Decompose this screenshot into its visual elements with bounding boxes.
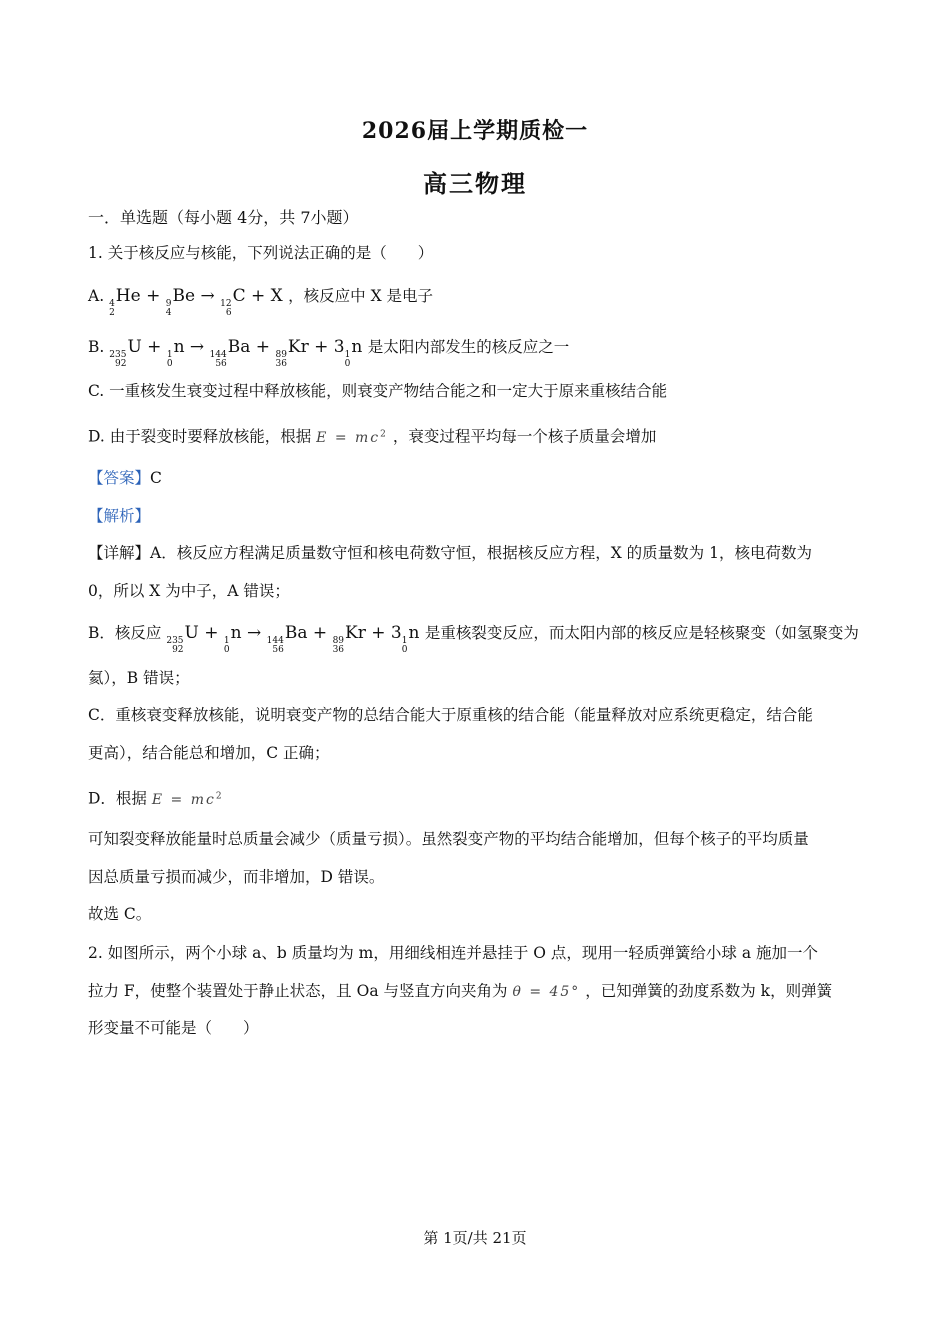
q1-option-d (88, 423, 880, 449)
detail-line-7: D．根据 $E = mc^2$ (88, 789, 224, 808)
q1-option-d-text-2: ，衰变过程平均每一个核子质量会增加 (392, 427, 657, 446)
q1-option-a-label: A. (88, 287, 110, 305)
q2-line-3: 形变量不可能是（ ） (88, 1019, 259, 1037)
q1-option-b (88, 336, 880, 369)
q1-option-d-text-1: D. 由于裂变时要释放核能，根据 (88, 427, 312, 446)
detail-d-equation: $E = mc^2$ (151, 791, 224, 808)
detail-line-8: 可知裂变释放能量时总质量会减少（质量亏损）。虽然裂变产物的平均结合能增加，但每个核子的平均质量 (88, 830, 809, 848)
q1-option-b-label: B. (88, 338, 110, 356)
answer-tag: 【答案】 (88, 469, 151, 487)
document-subtitle: 高三物理 (423, 169, 527, 198)
q1-option-b-equation: 235 92 U + 1 0 n → 144 56 Ba + 89 36 Kr + 3 1 0 n (109, 337, 363, 369)
page-footer: 第 1页/共 21页 (423, 1229, 527, 1247)
q1-option-a (88, 285, 880, 318)
q1-option-b-text: 是太阳内部发生的核反应之一 (367, 338, 570, 356)
q1-conclusion: 故选 C。 (88, 905, 152, 923)
analysis-tag: 【解析】 (88, 507, 151, 525)
q1-answer (88, 467, 880, 489)
answer-value: C (150, 469, 162, 487)
detail-line-5: C．重核衰变释放核能，说明衰变产物的总结合能大于原重核的结合能（能量释放对应系统更稳定，结合能 (88, 706, 813, 724)
section-heading: 一．单选题（每小题 4分，共 7小题） (88, 208, 359, 227)
document-title: 2026届上学期质检一 (361, 118, 589, 144)
q1-option-a-equation: 4 2 He + 9 4 Be → 12 6 C + X (109, 286, 289, 318)
detail-line-3: B．核反应 235 92 U + 1 0 n → 144 56 Ba + 89 36 Kr + 3 1 0 n 是重核裂变反应，而太阳内部的核反应是轻核聚变（如氢聚变为 (88, 623, 859, 655)
q2-angle: θ = 45° (512, 984, 581, 1000)
detail-line-4: 氦），B 错误； (88, 669, 190, 687)
q2-line-2: 拉力 F，使整个装置处于静止状态，且 Oa 与竖直方向夹角为 θ = 45° ，已知弹簧的劲度系数为 k，则弹簧 (88, 982, 833, 1000)
detail-line-2: 0，所以 X 为中子，A 错误； (88, 582, 290, 600)
q1-option-d-equation: $E = mc^2$ (316, 429, 388, 446)
q1-option-c: C. 一重核发生衰变过程中释放核能，则衰变产物结合能之和一定大于原来重核结合能 (88, 382, 668, 400)
detail-b-equation: 235 92 U + 1 0 n → 144 56 Ba + 89 36 Kr + 3 1 0 n (166, 623, 420, 655)
detail-line-9: 因总质量亏损而减少，而非增加，D 错误。 (88, 868, 385, 886)
q1-stem: 1. 关于核反应与核能，下列说法正确的是（ ） (88, 244, 434, 262)
q1-option-a-text: ，核反应中 X 是电子 (288, 287, 434, 305)
detail-line-1: 【详解】A．核反应方程满足质量数守恒和核电荷数守恒，根据核反应方程，X 的质量数为 1，核电荷数为 (88, 544, 812, 562)
detail-line-6: 更高），结合能总和增加，C 正确； (88, 744, 330, 762)
q2-line-1: 2. 如图所示，两个小球 a、b 质量均为 m，用细线相连并悬挂于 O 点，现用一轻质弹簧给小球 a 施加一个 (88, 944, 819, 962)
